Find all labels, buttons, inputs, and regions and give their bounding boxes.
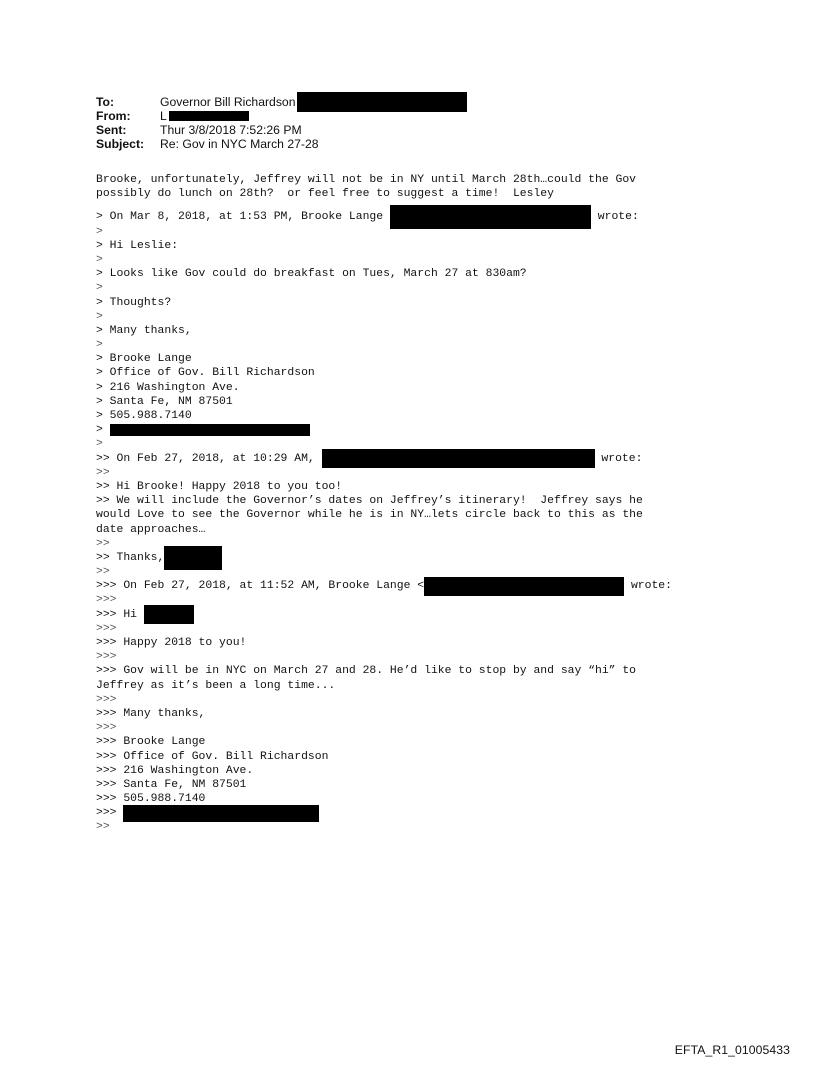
email-header: [96, 95, 736, 151]
quote-attribution: >> On Feb 27, 2018, at 10:29 AM, wrote:: [96, 452, 756, 466]
signature-line: > 216 Washington Ave.: [96, 381, 240, 394]
signature-line: >>> Santa Fe, NM 87501: [96, 778, 247, 791]
from-label: From:: [96, 109, 131, 123]
quote-line: > Many thanks,: [96, 324, 192, 337]
signature-line: >>> 216 Washington Ave.: [96, 764, 254, 777]
header-sent-row: [96, 123, 736, 137]
redaction-block: [322, 449, 595, 468]
email-body: [96, 173, 756, 835]
quote-line: >>> Hi: [96, 608, 756, 622]
quote-line: >>>: [96, 594, 117, 607]
quote-line: >>> Happy 2018 to you!: [96, 637, 247, 649]
signature-line: >>>: [96, 806, 756, 820]
redaction-block: [110, 424, 310, 436]
quote-line: >: [96, 253, 103, 266]
quote-line: >> We will include the Governor’s dates on Jeffrey’s itinerary! Jeffrey says he: [96, 495, 643, 508]
redaction-block: [424, 577, 624, 596]
quote-line: would Love to see the Governor while he is in NY…lets circle back to this as the: [96, 509, 643, 522]
quote-line: >: [96, 282, 103, 295]
quote-line: >>> Gov will be in NYC on March 27 and 28. He’d like to stop by and say “hi” to: [96, 665, 637, 678]
signature-line: > Santa Fe, NM 87501: [96, 395, 233, 408]
signature-line: >>> Brooke Lange: [96, 736, 206, 749]
quote-line: >>: [96, 466, 110, 479]
signature-line: >: [96, 423, 756, 437]
redaction-block: [144, 605, 194, 624]
to-label: To:: [96, 95, 115, 109]
quote-line: >>: [96, 821, 110, 834]
header-subject-row: [96, 137, 736, 151]
quote-line: > Hi Leslie:: [96, 239, 179, 252]
quote-line: >>: [96, 537, 110, 550]
quote-line: >: [96, 225, 103, 238]
quote-line: >>>: [96, 722, 117, 735]
quote-line: date approaches…: [96, 523, 206, 536]
redaction-block: [390, 205, 591, 229]
signature-line: >>> 505.988.7140: [96, 793, 206, 806]
quote-line: >: [96, 310, 103, 323]
quote-attribution: > On Mar 8, 2018, at 1:53 PM, Brooke Lange wrote:: [96, 210, 756, 224]
redaction-block: [169, 111, 249, 121]
signature-line: > 505.988.7140: [96, 410, 192, 422]
redaction-block: [297, 92, 467, 112]
quote-line: >> Thanks,: [96, 551, 756, 565]
from-value: L: [160, 109, 167, 123]
header-to-row: [96, 95, 736, 109]
sent-value: Thur 3/8/2018 7:52:26 PM: [160, 123, 302, 137]
quote-line: >>>: [96, 693, 117, 706]
quote-line: >>>: [96, 622, 117, 635]
reply-line: possibly do lunch on 28th? or feel free to suggest a time! Lesley: [96, 188, 554, 201]
document-id: EFTA_R1_01005433: [674, 1043, 790, 1057]
subject-value: Re: Gov in NYC March 27-28: [160, 137, 319, 151]
quote-line: > Looks like Gov could do breakfast on Tues, March 27 at 830am?: [96, 268, 527, 281]
reply-line: Brooke, unfortunately, Jeffrey will not be in NY until March 28th…could the Gov: [96, 174, 637, 186]
signature-line: > Office of Gov. Bill Richardson: [96, 367, 315, 380]
to-value: Governor Bill Richardson: [160, 95, 296, 109]
quote-line: >>>: [96, 651, 117, 664]
quote-line: >> Hi Brooke! Happy 2018 to you too!: [96, 480, 343, 493]
redaction-block: [123, 805, 319, 822]
quote-line: > Thoughts?: [96, 296, 172, 309]
quote-line: >: [96, 339, 103, 352]
signature-line: >>> Office of Gov. Bill Richardson: [96, 750, 329, 763]
quote-attribution: >>> On Feb 27, 2018, at 11:52 AM, Brooke Lange < wrote:: [96, 579, 756, 593]
subject-label: Subject:: [96, 137, 145, 151]
quote-line: >: [96, 438, 103, 451]
signature-line: > Brooke Lange: [96, 353, 192, 366]
quote-line: >>> Many thanks,: [96, 707, 206, 720]
quote-line: >>: [96, 566, 110, 579]
quote-line: Jeffrey as it’s been a long time...: [96, 679, 336, 692]
redaction-block: [164, 546, 222, 570]
sent-label: Sent:: [96, 123, 127, 137]
